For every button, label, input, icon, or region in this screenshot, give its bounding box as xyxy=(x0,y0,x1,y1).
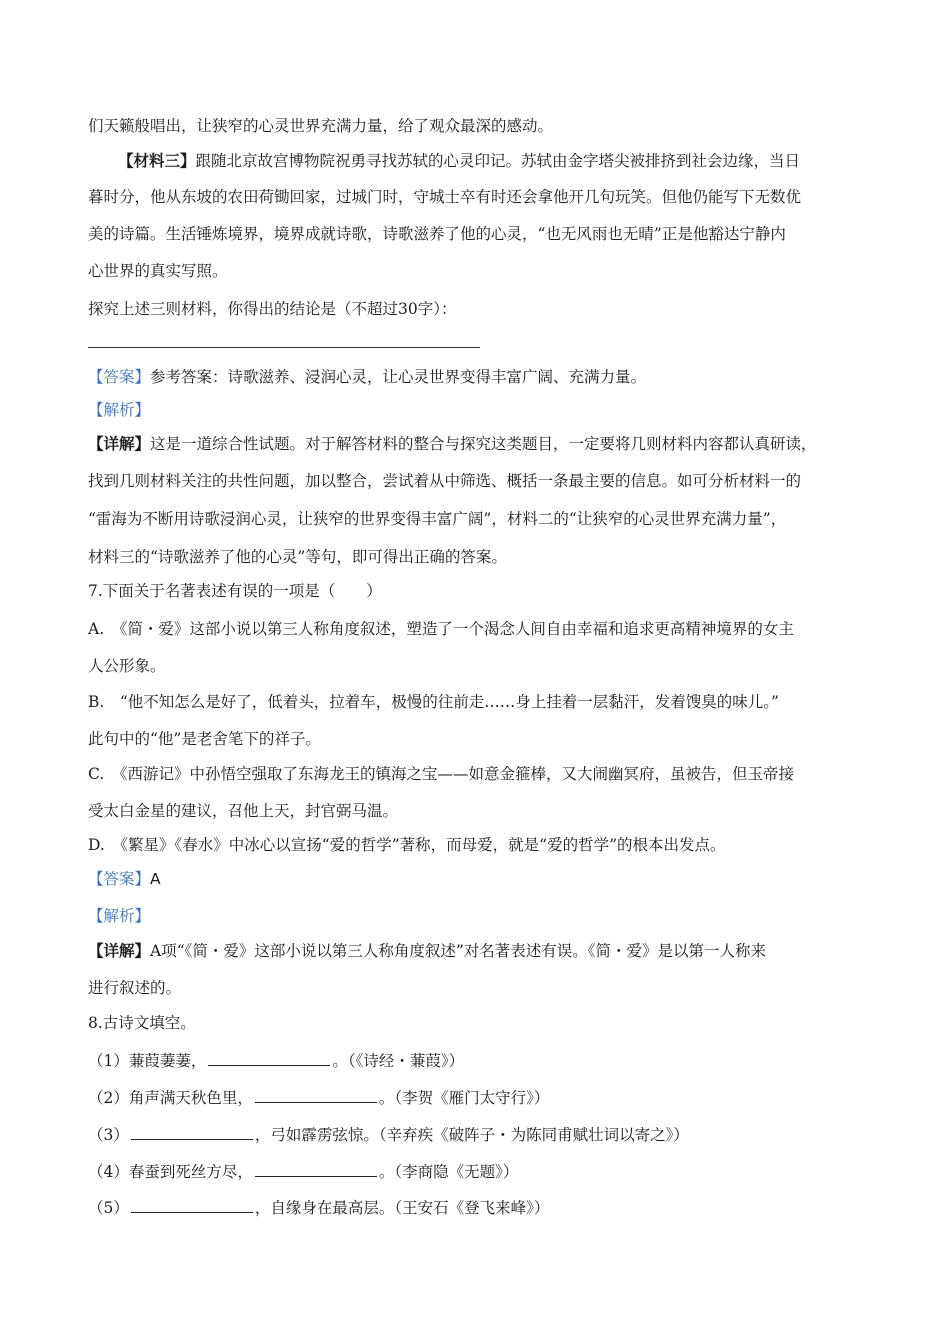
fill-blank[interactable] xyxy=(131,1124,253,1140)
fill-blank[interactable] xyxy=(255,1161,377,1177)
answer-tag: 【答案】 xyxy=(88,368,151,386)
material3-line3: 美的诗篇。生活锤炼境界，境界成就诗歌，诗歌滋养了他的心灵，“也无风雨也无晴”正是他豁达宁静内 xyxy=(88,225,786,243)
material3-line1: 【材料三】跟随北京故宫博物院祝勇寻找苏轼的心灵印记。苏轼由金字塔尖被排挤到社会边缘，当日 xyxy=(118,151,801,170)
q6-detail-line2: 找到几则材料关注的共性问题，加以整合，尝试着从中筛选、概括一条最主要的信息。如可分析材料一的 xyxy=(88,472,802,490)
q6-detail-line3: “雷海为不断用诗歌浸润心灵，让狭窄的世界变得丰富广阔”，材料二的“让狭窄的心灵世界充满力量”， xyxy=(88,510,787,528)
q6-detail-line1: 【详解】这是一道综合性试题。对于解答材料的整合与探究这类题目，一定要将几则材料内容都认真研读， xyxy=(88,434,817,453)
q7-option-a-cont: 人公形象。 xyxy=(88,657,166,675)
q7-stem: 7.下面关于名著表述有误的一项是（ ） xyxy=(88,582,382,600)
q8-item: （3） ，弓如霹雳弦惊。（辛弃疾《破阵子・为陈同甫赋壮词以寄之》） xyxy=(88,1126,689,1144)
q7-option-d: D. 《繁星》《春水》中冰心以宣扬“爱的哲学”著称，而母爱，就是“爱的哲学”的根本出发点。 xyxy=(88,836,726,854)
q7-detail-line1: 【详解】A项“《简・爱》这部小说以第三人称角度叙述”对名著表述有误。《简・爱》是以第一人称来 xyxy=(88,941,767,960)
q7-option-b-cont: 此句中的“他”是老舍笔下的祥子。 xyxy=(88,730,321,748)
q7-option-c: C. 《西游记》中孙悟空强取了东海龙王的镇海之宝——如意金箍棒，又大闹幽冥府，虽被告，但玉帝接 xyxy=(88,765,794,783)
q7-analysis-tag: 【解析】 xyxy=(88,907,151,925)
answer-underline xyxy=(88,347,480,348)
q6-prompt: 探究上述三则材料，你得出的结论是（不超过30字）： xyxy=(88,300,457,318)
q8-stem: 8.古诗文填空。 xyxy=(88,1014,196,1032)
q6-analysis-tag: 【解析】 xyxy=(88,401,151,419)
q7-detail-line2: 进行叙述的。 xyxy=(88,979,182,997)
fill-blank[interactable] xyxy=(208,1050,330,1066)
answer-tag: 【答案】 xyxy=(88,870,151,888)
q7-answer: 【答案】A xyxy=(88,870,161,888)
q8-item: （2）角声满天秋色里， 。（李贺《雁门太守行》） xyxy=(88,1089,550,1107)
q6-detail-line4: 材料三的“诗歌滋养了他的心灵”等句，即可得出正确的答案。 xyxy=(88,548,507,566)
detail-tag: 【详解】 xyxy=(88,434,151,453)
fill-blank[interactable] xyxy=(131,1197,253,1213)
q8-item: （4）春蚕到死丝方尽， 。（李商隐《无题》） xyxy=(88,1163,519,1181)
material1-tail: 们天籁般唱出，让狭窄的心灵世界充满力量，给了观众最深的感动。 xyxy=(88,117,554,135)
q6-answer: 【答案】参考答案：诗歌滋养、浸润心灵，让心灵世界变得丰富广阔、充满力量。 xyxy=(88,368,647,386)
q7-option-b: B. “他不知怎么是好了，低着头，拉着车，极慢的往前走……身上挂着一层黏汗，发着馊臭的味儿。” xyxy=(88,693,779,711)
material3-line4: 心世界的真实写照。 xyxy=(88,262,228,280)
q7-option-a: A. 《简・爱》这部小说以第三人称角度叙述，塑造了一个渴念人间自由幸福和追求更高精神境界的女主 xyxy=(88,620,794,638)
detail-tag: 【详解】 xyxy=(88,941,151,960)
material3-label: 【材料三】 xyxy=(118,151,196,170)
q7-option-c-cont: 受太白金星的建议，召他上天，封官弼马温。 xyxy=(88,802,399,820)
fill-blank[interactable] xyxy=(255,1087,377,1103)
material3-line2: 暮时分，他从东坡的农田荷锄回家，过城门时，守城士卒有时还会拿他开几句玩笑。但他仍能写下无数优 xyxy=(88,188,802,206)
q8-item: （5） ，自缘身在最高层。（王安石《登飞来峰》） xyxy=(88,1199,550,1217)
q8-item: （1）蒹葭萋萋， 。（《诗经・蒹葭》） xyxy=(88,1052,465,1070)
